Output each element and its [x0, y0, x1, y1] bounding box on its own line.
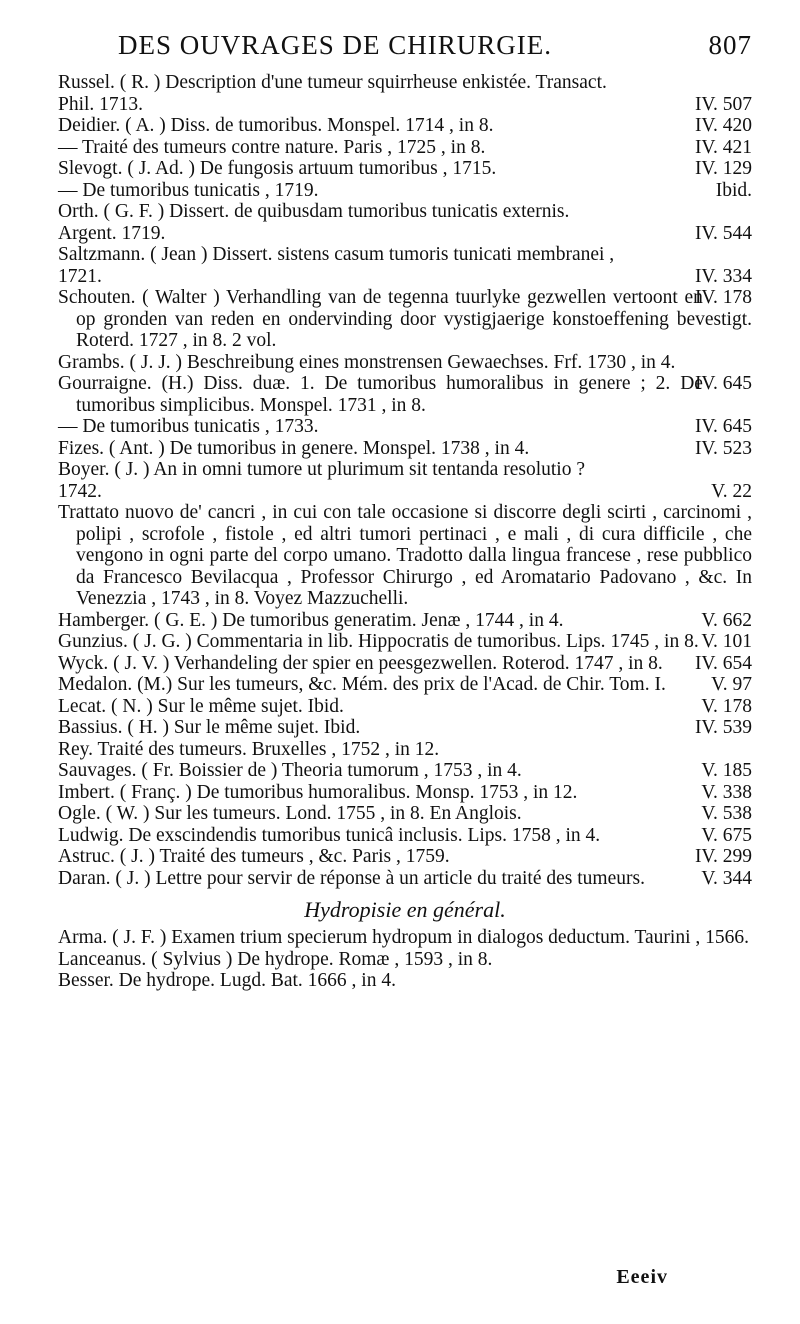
bibliography-entry [58, 696, 752, 718]
volume-reference: IV. 645 [694, 373, 752, 394]
volume-reference: IV. 507 [694, 93, 752, 115]
bibliography-entry [58, 287, 752, 352]
bibliography-entry [58, 352, 752, 374]
volume-reference: IV. 129 [694, 158, 752, 179]
volume-reference: V. 338 [701, 781, 752, 803]
volume-reference: V. 101 [701, 631, 752, 652]
entry-text: Gunzius. ( J. G. ) Commentaria in lib. Hippocratis de tumoribus. Lips. 1745 , in 8. [58, 631, 699, 652]
bibliography-entry [58, 115, 752, 137]
volume-reference: IV. 420 [694, 115, 752, 136]
page-number: 807 [708, 30, 752, 60]
entry-text: Grambs. ( J. J. ) Beschreibung eines monstrensen Gewaechses. Frf. 1730 , in 4. [58, 351, 676, 373]
volume-reference: IV. 654 [694, 652, 752, 674]
bibliography-entry [58, 803, 752, 825]
printer-signature: Eeeiv [616, 1266, 668, 1288]
volume-reference: IV. 544 [694, 222, 752, 244]
entry-text: Hamberger. ( G. E. ) De tumoribus generatim. Jenæ , 1744 , in 4. [58, 609, 564, 631]
bibliography-entry [58, 674, 752, 696]
entry-text: Argent. 1719. [58, 222, 166, 244]
volume-reference: V. 178 [701, 695, 752, 717]
bibliography-entry [58, 868, 752, 890]
entry-text: Ludwig. De exscindendis tumoribus tunicâ inclusis. Lips. 1758 , in 4. [58, 824, 601, 846]
entry-text: Boyer. ( J. ) An in omni tumore ut plurimum sit tentanda resolutio ? [58, 459, 585, 480]
volume-reference: IV. 421 [694, 136, 752, 158]
entry-text: Phil. 1713. [58, 93, 144, 115]
running-head [118, 30, 752, 70]
entry-text: Rey. Traité des tumeurs. Bruxelles , 1752 , in 12. [58, 738, 440, 760]
entry-text: — Traité des tumeurs contre nature. Paris , 1725 , in 8. [58, 136, 486, 158]
volume-reference: IV. 299 [694, 846, 752, 867]
bibliography-entry [58, 201, 752, 244]
entry-text: Fizes. ( Ant. ) De tumoribus in genere. Monspel. 1738 , in 4. [58, 437, 530, 459]
bibliography-entry [58, 244, 752, 287]
volume-reference: IV. 645 [694, 416, 752, 437]
bibliography-entry [58, 631, 752, 653]
bibliography-entry [58, 760, 752, 782]
entry-text: Russel. ( R. ) Description d'une tumeur squirrheuse enkistée. Transact. [58, 72, 607, 93]
entry-text: Sauvages. ( Fr. Boissier de ) Theoria tumorum , 1753 , in 4. [58, 760, 522, 781]
volume-reference: V. 538 [701, 803, 752, 824]
entry-text: 1742. [58, 480, 102, 502]
entry-text: Slevogt. ( J. Ad. ) De fungosis artuum tumoribus , 1715. [58, 158, 497, 179]
entry-text: Wyck. ( J. V. ) Verhandeling der spier en peesgezwellen. Roterod. 1747 , in 8. [58, 652, 663, 674]
bibliography-entry [58, 438, 752, 460]
entry-text: Imbert. ( Franç. ) De tumoribus humoralibus. Monsp. 1753 , in 12. [58, 781, 578, 803]
volume-reference: V. 344 [701, 867, 752, 889]
entry-text: Ogle. ( W. ) Sur les tumeurs. Lond. 1755 , in 8. En Anglois. [58, 803, 522, 824]
bibliography-entry [58, 502, 752, 610]
bibliography-entry [58, 158, 752, 180]
bibliography-entries [58, 72, 752, 889]
entry-text: Bassius. ( H. ) Sur le même sujet. Ibid. [58, 717, 361, 738]
bibliography-entry [58, 949, 752, 971]
section-heading: Hydropisie en général. [304, 897, 506, 922]
volume-reference: V. 662 [701, 609, 752, 631]
entry-text: 1721. [58, 265, 102, 287]
volume-reference: IV. 539 [694, 717, 752, 738]
entry-text: Lanceanus. ( Sylvius ) De hydrope. Romæ , 1593 , in 8. [58, 948, 493, 970]
entry-text: Saltzmann. ( Jean ) Dissert. sistens casum tumoris tunicati membranei , [58, 244, 615, 265]
entry-text: Arma. ( J. F. ) Examen trium specierum hydropum in dialogos deductum. Taurini , 1566. [58, 927, 750, 948]
bibliography-entry [58, 137, 752, 159]
entry-text: Schouten. ( Walter ) Verhandling van de tegenna tuurlyke gezwellen vertoont en op gronden van reden en ondervinding door vystigjaerige konstoeffening bevestigt. Roterd. 1727 , in 8. 2 vol. [58, 287, 752, 351]
bibliography-entry [58, 610, 752, 632]
bibliography-entry [58, 717, 752, 739]
running-head-title: DES OUVRAGES DE CHIRURGIE. [118, 30, 553, 60]
entry-text: Lecat. ( N. ) Sur le même sujet. Ibid. [58, 695, 344, 717]
entry-text: Daran. ( J. ) Lettre pour servir de réponse à un article du traité des tumeurs. [58, 867, 645, 889]
entry-text: Deidier. ( A. ) Diss. de tumoribus. Monspel. 1714 , in 8. [58, 115, 494, 136]
volume-reference: IV. 523 [694, 437, 752, 459]
bibliography-entry [58, 739, 752, 761]
volume-reference: V. 97 [711, 674, 752, 695]
bibliography-entry [58, 653, 752, 675]
bibliography-entry [58, 825, 752, 847]
bibliography-entry [58, 846, 752, 868]
bibliography-entry [58, 72, 752, 115]
entry-text: Orth. ( G. F. ) Dissert. de quibusdam tumoribus tunicatis externis. [58, 201, 570, 222]
entry-text: Besser. De hydrope. Lugd. Bat. 1666 , in 4. [58, 970, 396, 991]
bibliography-entry [58, 927, 752, 949]
volume-reference: IV. 334 [694, 265, 752, 287]
entry-text: — De tumoribus tunicatis , 1719. [58, 179, 319, 201]
volume-reference: V. 22 [711, 480, 752, 502]
bibliography-entry [58, 459, 752, 502]
bibliography-entry [58, 373, 752, 416]
bibliography-entry [58, 782, 752, 804]
bibliography-entry [58, 970, 752, 992]
volume-reference: Ibid. [715, 179, 752, 201]
entry-text: Gourraigne. (H.) Diss. duæ. 1. De tumoribus humoralibus in genere ; 2. De tumoribus simplicibus. Monspel. 1731 , in 8. [58, 373, 703, 416]
entry-text: Astruc. ( J. ) Traité des tumeurs , &c. Paris , 1759. [58, 846, 450, 867]
bibliography-entry [58, 416, 752, 438]
bibliography-entry [58, 180, 752, 202]
volume-reference: V. 675 [701, 824, 752, 846]
entry-text: Trattato nuovo de' cancri , in cui con tale occasione si discorre degli scirti , carcinomi , polipi , scrofole , fistole , ed altri tumori pertinaci , e mali , di cura difficile , che vengono in ogni parte del corpo umano. Tradotto dalla lingua francese , rese pubblico da Francesco Bevilacqua , Professor Chirurgo , ed Aromatario Padovano , &c. In Venezzia , 1743 , in 8. Voyez Mazzuchelli. [58, 502, 752, 609]
entry-text: — De tumoribus tunicatis , 1733. [58, 416, 319, 437]
volume-reference: V. 185 [701, 760, 752, 781]
bibliography-entries-after [58, 927, 752, 992]
volume-reference: IV. 178 [694, 287, 752, 308]
entry-text: Medalon. (M.) Sur les tumeurs, &c. Mém. des prix de l'Acad. de Chir. Tom. I. [58, 674, 666, 695]
